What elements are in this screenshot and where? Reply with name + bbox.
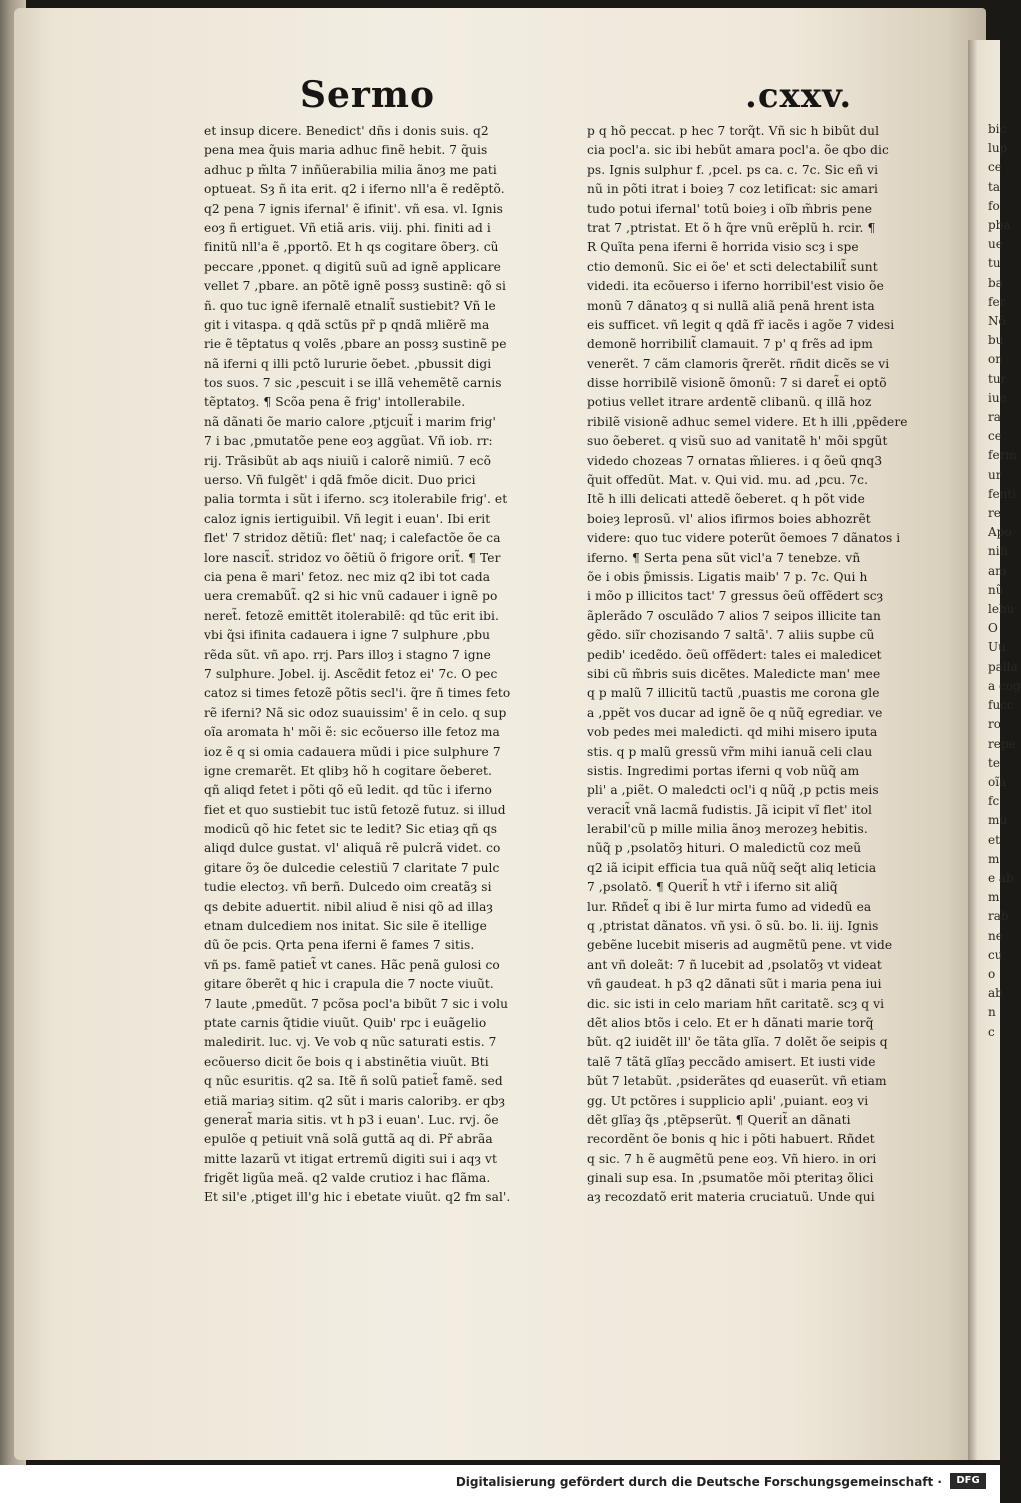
text-line: 7 sulphure. Jobel. ij. Ascẽdit fetoz ei' 7c. O pec bbox=[204, 666, 498, 681]
text-line: oĩa aromata h' mõi ẽ: sic ecõuerso ille fetoz ma bbox=[204, 725, 500, 740]
facing-page-fragment: c bbox=[988, 1024, 995, 1039]
text-line: suo õeberet. q visũ suo ad vanitatẽ h' mõi spgũt bbox=[587, 434, 888, 449]
text-line: veracit̃ vnã lacmã fudistis. Jã icipit vĩ flet' itol bbox=[587, 802, 873, 817]
text-line: ant vñ doleãt: 7 ñ lucebit ad ,psolatõȝ vt videat bbox=[587, 957, 882, 972]
facing-page-fragment: m bbox=[988, 851, 1000, 866]
facing-page-fragment: Apo bbox=[988, 525, 1012, 540]
text-line: qñ aliqd fetet i põti qõ eũ ledit. qd tũc i iferno bbox=[204, 783, 492, 798]
text-line: tẽptatoȝ. ¶ Scõa pena ẽ frig' intollerabile. bbox=[204, 395, 466, 410]
facing-page-text bbox=[968, 40, 1021, 1042]
text-line: gitare õȝ õe dulcedie celestiũ 7 claritate 7 pulc bbox=[204, 860, 500, 875]
facing-page-fragment: am bbox=[988, 563, 1007, 578]
text-line: vñ gaudeat. h p3 q2 dãnati sũt i maria pena iui bbox=[587, 977, 882, 992]
text-line: q2 pena 7 ignis ifernal' ẽ ifinit'. vñ esa. vl. Ignis bbox=[204, 201, 503, 216]
text-line: modicũ qõ hic fetet sic te ledit? Sic etiaȝ qñ qs bbox=[204, 822, 498, 837]
text-line: catoz si times fetozẽ põtis secl'i. q̃re ñ times feto bbox=[204, 686, 511, 701]
facing-page-fragment: palla bbox=[988, 659, 1018, 674]
facing-page-fragment: fenti bbox=[988, 486, 1016, 501]
facing-page-fragment: ta bbox=[988, 179, 1000, 194]
text-line: recordẽnt õe bonis q hic i põti habuert. Rñdet bbox=[587, 1132, 875, 1147]
facing-page-fragment: a cog bbox=[988, 678, 1021, 693]
text-line: vñ ps. famẽ patiet̃ vt canes. Hãc penã gulosi co bbox=[204, 957, 500, 972]
text-line: fiet et quo sustiebit tuc istũ fetozẽ futuz. si illud bbox=[204, 802, 506, 817]
text-line: 7 ,psolatõ. ¶ Querit̃ h vtr̃ i iferno sit aliq̃ bbox=[587, 880, 838, 895]
facing-page-edge bbox=[968, 40, 1021, 1460]
text-line: gẽdo. siĩr chozisando 7 saltã'. 7 aliis supbe cũ bbox=[587, 628, 875, 643]
text-line: frigẽt ligũa meã. q2 valde crutioz i hac flãma. bbox=[204, 1171, 491, 1186]
text-line: pena mea q̃uis maria adhuc finẽ hebit. 7 q̃uis bbox=[204, 143, 488, 158]
facing-page-fragment: fer bbox=[988, 294, 1006, 309]
text-line: ioz ẽ q si omia cadauera mũdi i pice sulphure 7 bbox=[204, 744, 501, 759]
text-line: disse horribilẽ visionẽ õmonũ: 7 si daret̃ ei optõ bbox=[587, 376, 887, 391]
text-line: ginali sup esa. In ,psumatõe mõi pteritaȝ õlici bbox=[587, 1171, 874, 1186]
facing-page-fragment: tu bbox=[988, 256, 1001, 271]
facing-page-fragment: oĩa bbox=[988, 774, 1007, 789]
footer-credit: Digitalisierung gefördert durch die Deutsche Forschungsgemeinschaft · bbox=[455, 1475, 942, 1489]
dfg-logo: DFG bbox=[950, 1473, 986, 1489]
text-line: caloz ignis iertiguibil. Vñ legit i euan'. Ibi erit bbox=[204, 511, 491, 526]
text-line: ps. Ignis sulphur f. ,pcel. ps ca. c. 7c. Sic eñ vi bbox=[587, 162, 879, 177]
text-line: videdi. ita ecõuerso i iferno horribil'est visio õe bbox=[587, 279, 884, 294]
text-line: rij. Trãsibũt ab aqs niuiũ i calorẽ nimiũ. 7 ecõ bbox=[204, 453, 492, 468]
text-line: i mõo p illicitos tact' 7 gressus õeũ offẽdert scȝ bbox=[587, 589, 884, 604]
facing-page-fragment: lebu bbox=[988, 602, 1015, 617]
facing-page-fragment: fc bbox=[988, 794, 1000, 809]
text-line: generat̃ maria sitis. vt h p3 i euan'. Luc. rvj. õe bbox=[204, 1112, 499, 1127]
text-line: õe i obis p̃missis. Ligatis maib' 7 p. 7c. Qui h bbox=[587, 569, 868, 584]
text-line: dẽt glĩaȝ q̃s ,ptẽpserũt. ¶ Querit̃ an dãnati bbox=[587, 1112, 851, 1127]
text-line: tos suos. 7 sic ,pescuit i se illã vehemẽtẽ carnis bbox=[204, 376, 502, 391]
text-line: eoȝ ñ ertiguet. Vñ etiã aris. viij. phi. finiti ad i bbox=[204, 220, 491, 235]
text-line: ribilẽ visionẽ adhuc semel videre. Et h illi ,ppẽdere bbox=[587, 414, 908, 429]
facing-page-fragment: nũ bbox=[988, 582, 1004, 597]
text-line: nã dãnati õe mario calore ,ptjcuit̃ i marim frig' bbox=[204, 414, 496, 429]
text-line: igne cremarẽt. Et qlibȝ hõ h cogitare õeberet. bbox=[204, 763, 493, 778]
text-line: finitũ nll'a ẽ ,pportõ. Et h qs cogitare õberȝ. cũ bbox=[204, 240, 499, 255]
facing-page-fragment: O bbox=[988, 621, 998, 636]
text-line: gebẽne lucebit miseris ad augmẽtũ pene. vt vide bbox=[587, 938, 893, 953]
text-line: boieȝ leprosũ. vl' alios ifirmos boies abhozrẽt bbox=[587, 511, 871, 526]
facing-page-fragment: bic bbox=[988, 122, 1007, 136]
facing-page-fragment: o bbox=[988, 966, 996, 981]
text-line: etnam dulcediem nos initat. Sic sile ẽ itellige bbox=[204, 919, 487, 934]
text-line: lore nascit̃. stridoz vo õẽtiũ õ frigore orit̃. ¶ Ter bbox=[204, 550, 501, 565]
text-line: pedib' icedẽdo. õeũ offẽdert: tales ei maledicet bbox=[587, 647, 882, 662]
facing-page-fragment: bu bbox=[988, 333, 1004, 348]
text-line: ctio demonũ. Sic ei õe' et scti delectabilit̃ sunt bbox=[587, 259, 878, 274]
text-line: tudie electoȝ. vñ berñ. Dulcedo oim creatãȝ si bbox=[204, 880, 492, 895]
facing-page-fragment: ce bbox=[988, 160, 1002, 175]
text-line: 7 i bac ,pmutatõe pene eoȝ aggũat. Vñ iob. rr: bbox=[204, 434, 493, 449]
text-line: nũq̃ p ,psolatõȝ hituri. O maledictũ coz meũ bbox=[587, 841, 862, 856]
facing-page-fragment: Nõ bbox=[988, 314, 1006, 329]
text-line: et insup dicere. Benedict' dñs i donis suis. q2 bbox=[204, 124, 489, 138]
text-line: peccare ,pponet. q digitũ suũ ad ignẽ applicare bbox=[204, 259, 501, 274]
facing-page-fragment: et bbox=[988, 832, 1000, 847]
facing-page-fragment: cu bbox=[988, 947, 1003, 962]
text-line: flet' 7 stridoz dẽtiũ: flet' naq; i calefactõe õe ca bbox=[204, 531, 501, 546]
text-line: nã iferni q illi pctõ lururie õebet. ,pbussit digi bbox=[204, 356, 492, 371]
text-line: a ,ppẽt vos ducar ad ignẽ õe q nũq̃ egrediar. ve bbox=[587, 705, 883, 720]
text-column-right bbox=[587, 122, 943, 1208]
facing-page-fragment: repe bbox=[988, 736, 1016, 751]
text-line: ãplerãdo 7 osculãdo 7 alios 7 seipos illicite tan bbox=[587, 608, 881, 623]
text-line: monũ 7 dãnatoȝ q si nullã aliã penã hrent ista bbox=[587, 298, 875, 313]
text-line: qs debite aduertit. nibil aliud ẽ nisi qõ ad illaȝ bbox=[204, 899, 493, 914]
text-line: adhuc p m̃lta 7 inñũerabilia milia ãnoȝ me pati bbox=[204, 162, 497, 177]
text-line: bũt. q2 iuidẽt ill' õe tãta glĩa. 7 dolẽt õe seipis q bbox=[587, 1035, 888, 1050]
text-line: p q hõ peccat. p hec 7 torq̃t. Vñ sic h bibũt dul bbox=[587, 124, 880, 138]
facing-page-fragment: ba bbox=[988, 275, 1003, 290]
facing-page-fragment: lup bbox=[988, 141, 1008, 156]
facing-page-fragment: rab bbox=[988, 909, 1009, 924]
text-line: q p malũ 7 illicitũ tactũ ,puastis me corona gle bbox=[587, 686, 880, 701]
text-line: aȝ recozdatõ erit materia cruciatuũ. Unde qui bbox=[587, 1190, 875, 1205]
facing-page-fragment: tur bbox=[988, 371, 1007, 386]
text-line: sibi cũ m̃bris suis dicẽtes. Maledicte man' mee bbox=[587, 666, 881, 681]
text-line: sistis. Ingredimi portas iferni q vob nũq̃ am bbox=[587, 763, 860, 778]
text-line: Itẽ h illi delicati attedẽ õeberet. q h põt vide bbox=[587, 492, 865, 507]
facing-page-fragment: ur bbox=[988, 467, 1002, 482]
text-line: Et sil'e ,ptiget ill'g hic i ebetate viuũt. q2 fm sal'. bbox=[204, 1190, 511, 1205]
text-line: lerabil'cũ p mille milia ãnoȝ merozeȝ hebitis. bbox=[587, 822, 868, 837]
facing-page-fragment: Uu bbox=[988, 640, 1006, 655]
text-line: q2 iã icipit efficia tua quã nũq̃ seq̃t aliq leticia bbox=[587, 860, 877, 875]
text-line: gg. Ut pctõres i supplicio apli' ,puiant. eoȝ vi bbox=[587, 1093, 869, 1108]
text-column-left bbox=[204, 122, 560, 1208]
facing-page-fragment: n bbox=[988, 1005, 996, 1020]
text-line: q̃uit offedũt. Mat. v. Qui vid. mu. ad ,pcu. 7c. bbox=[587, 473, 869, 488]
facing-page-fragment: ce bbox=[988, 429, 1002, 444]
text-line: nũ in põti itrat i boieȝ 7 coz letificat: sic amari bbox=[587, 182, 879, 197]
facing-page-fragment: re bbox=[988, 506, 1001, 521]
text-line: bũt 7 letabũt. ,psiderãtes qd euaserũt. vñ etiam bbox=[587, 1074, 887, 1089]
text-line: rẽ iferni? Nã sic odoz suauissim' ẽ in celo. q sup bbox=[204, 705, 507, 720]
text-line: pli' a ,piẽt. O maledcti ocl'i q nũq̃ ,p pctis meis bbox=[587, 783, 879, 798]
text-line: uerso. Vñ fulgẽt' i qdã fmõe dicit. Duo prici bbox=[204, 473, 476, 488]
text-line: videre: quo tuc videre poterũt õemoes 7 dãnatos i bbox=[587, 531, 901, 546]
text-line: etiã mariaȝ sitim. q2 sũt i maris caloribȝ. er qbȝ bbox=[204, 1093, 506, 1108]
text-line: epulõe q petiuit vnã solã guttã aq di. Pr̃ abrãa bbox=[204, 1132, 493, 1147]
facing-page-fragment: e ab bbox=[988, 870, 1014, 885]
text-line: demonẽ horribilit̃ clamauit. 7 p' q frẽs ad ipm bbox=[587, 337, 873, 352]
facing-page-fragment: ro bbox=[988, 717, 1001, 732]
text-line: gitare õberẽt q hic i crapula die 7 nocte viuũt. bbox=[204, 977, 494, 992]
text-line: lur. Rñdet̃ q ibi ẽ lur mirta fumo ad videdũ ea bbox=[587, 899, 872, 914]
text-line: vellet 7 ,pbare. an põtẽ ignẽ possȝ sustinẽ: qõ si bbox=[204, 279, 507, 294]
facing-page-fragment: ne bbox=[988, 928, 1003, 943]
text-line: vob pedes mei maledicti. qd mihi misero iputa bbox=[587, 725, 878, 740]
facing-page-fragment: fucc bbox=[988, 698, 1014, 713]
text-line: palia tormta i sũt i iferno. scȝ itolerabile frig'. et bbox=[204, 492, 508, 507]
text-line: ecõuerso dicit õe bois q i abstinẽtia viuũt. Bti bbox=[204, 1054, 489, 1069]
facing-page-fragment: iue bbox=[988, 390, 1007, 405]
facing-page-fragment: ab bbox=[988, 986, 1003, 1001]
folio-number: .cxxv. bbox=[745, 76, 853, 116]
text-line: tudo potui ifernal' totũ boieȝ i oĩb m̃bris pene bbox=[587, 201, 873, 216]
text-line: trat 7 ,ptristat. Et õ h q̃re vnũ erẽplũ h. rcir. ¶ bbox=[587, 220, 876, 235]
facing-page-fragment: m bbox=[988, 890, 1000, 905]
text-line: q nũc esuritis. q2 sa. Itẽ ñ solũ patiet̃ famẽ. sed bbox=[204, 1074, 503, 1089]
text-line: mitte lazarũ vt itigat ertremũ digiti sui i aqȝ vt bbox=[204, 1151, 497, 1166]
text-line: neret̃. fetozẽ emittẽt itolerabilẽ: qd tũc erit ibi. bbox=[204, 608, 499, 623]
facing-page-fragment: nifi bbox=[988, 544, 1008, 559]
text-line: potius vellet itrare ardentẽ clibanũ. q illã hoz bbox=[587, 395, 872, 410]
text-line: maledirit. luc. vj. Ve vob q nũc saturati estis. 7 bbox=[204, 1035, 497, 1050]
text-line: rẽda sũt. vñ apo. rrj. Pars illoȝ i stagno 7 igne bbox=[204, 647, 491, 662]
text-line: dẽt alios btõs i celo. Et er h dãnati marie torq̃ bbox=[587, 1015, 874, 1030]
facing-page-fragment: ra bbox=[988, 410, 1001, 425]
facing-page-fragment: on bbox=[988, 352, 1003, 367]
text-line: uera cremabũt̃. q2 si hic vnũ cadauer i ignẽ po bbox=[204, 589, 498, 604]
text-line: aliqd dulce gustat. vl' aliquã rẽ pulcrã videt. co bbox=[204, 841, 501, 856]
facing-page-fragment: mu bbox=[988, 813, 1008, 828]
running-title: Sermo bbox=[300, 74, 435, 116]
text-line: ptate carnis q̃tidie viuũt. Quib' rpc i euãgelio bbox=[204, 1015, 487, 1030]
facing-page-fragment: te bbox=[988, 755, 1000, 770]
facing-page-fragment: ue bbox=[988, 237, 1003, 252]
text-line: vbi q̃si ifinita cadauera i igne 7 sulphure ,pbu bbox=[204, 628, 491, 643]
facing-page-fragment: ferm bbox=[988, 448, 1017, 463]
text-line: git i vitaspa. q qdã sctũs pr̃ p qndã mliẽrẽ ma bbox=[204, 317, 490, 332]
text-line: stis. q p malũ gressũ vr̃m mihi ianuã celi clau bbox=[587, 744, 873, 759]
facing-page-fragment: fo bbox=[988, 198, 1000, 213]
text-line: dũ õe pcis. Qrta pena iferni ẽ fames 7 sitis. bbox=[204, 938, 475, 953]
text-line: venerẽt. 7 cãm clamoris q̃rerẽt. rñdit dicẽs se vi bbox=[587, 356, 890, 371]
text-line: dic. sic isti in celo mariam hñt caritatẽ. scȝ q vi bbox=[587, 996, 885, 1011]
text-line: eis sufficet. vñ legit q qdã fr̃ iacẽs i agõe 7 videsi bbox=[587, 317, 895, 332]
text-line: q ,ptristat dãnatos. vñ ysi. õ sũ. bo. li. iij. Ignis bbox=[587, 919, 879, 934]
facing-page-fragment: pba bbox=[988, 218, 1011, 233]
text-line: iferno. ¶ Serta pena sũt vicl'a 7 tenebze. vñ bbox=[587, 550, 861, 565]
text-line: talẽ 7 tãtã glĩaȝ peccãdo amisert. Et iusti vide bbox=[587, 1054, 876, 1069]
text-line: R Quĩta pena iferni ẽ horrida visio scȝ i spe bbox=[587, 240, 859, 255]
text-line: videdo chozeas 7 ornatas m̃lieres. i q õeũ qnq3 bbox=[587, 453, 883, 468]
text-line: q sic. 7 h ẽ augmẽtũ pene eoȝ. Vñ hiero. in ori bbox=[587, 1151, 877, 1166]
text-line: cia pena ẽ mari' fetoz. nec miz q2 ibi tot cada bbox=[204, 569, 491, 584]
text-line: optueat. Sȝ ñ ita erit. q2 i iferno nll'a ẽ redẽptõ. bbox=[204, 182, 505, 197]
text-line: 7 laute ,pmedũt. 7 pcõsa pocl'a bibũt 7 sic i volu bbox=[204, 996, 509, 1011]
text-line: rie ẽ tẽptatus q volẽs ,pbare an possȝ sustinẽ pe bbox=[204, 337, 507, 352]
text-line: ñ. quo tuc ignẽ ifernalẽ etnalit̃ sustiebit? Vñ le bbox=[204, 298, 496, 313]
text-line: cia pocl'a. sic ibi hebũt amara pocl'a. õe qbo dic bbox=[587, 143, 889, 158]
